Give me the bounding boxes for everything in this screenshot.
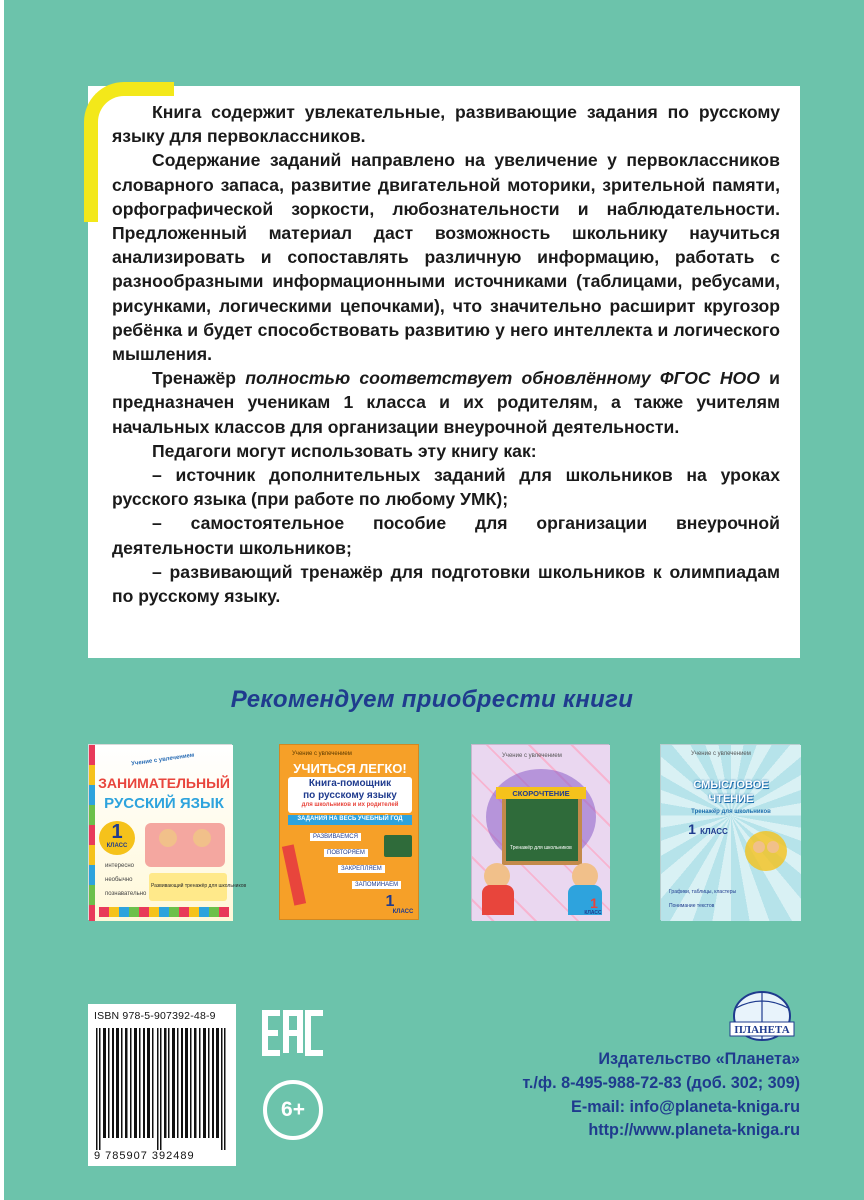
book-title-line2: ЧТЕНИЕ bbox=[708, 793, 754, 805]
book-step: ЗАКРЕПЛЯЕМ bbox=[338, 865, 385, 873]
publisher-name: Издательство «Планета» bbox=[598, 1050, 800, 1068]
publisher-website-link[interactable]: http://www.planeta-kniga.ru bbox=[588, 1121, 800, 1140]
book-cover-skorochtenie bbox=[471, 744, 609, 920]
book-grade-word: КЛАСС bbox=[584, 910, 602, 916]
description-paragraph-4: Педагоги могут использовать эту книгу как: bbox=[152, 440, 537, 461]
age-rating-badge: 6+ bbox=[263, 1080, 323, 1140]
book-step: ПОВТОРЯЕМ bbox=[324, 849, 368, 857]
book-series-label: Учение с увлечением bbox=[292, 751, 352, 757]
publisher-email[interactable]: E-mail: info@planeta-kniga.ru bbox=[571, 1097, 800, 1116]
eac-mark-icon bbox=[262, 1010, 326, 1056]
book-title-line1: СМЫСЛОВОЕ bbox=[693, 779, 769, 791]
fgos-emphasis: полностью соответствует обновлённому ФГОС НОО bbox=[245, 368, 760, 389]
book-title: УЧИТЬСЯ ЛЕГКО! bbox=[293, 761, 407, 776]
book-grade-word: КЛАСС bbox=[700, 827, 728, 836]
book-series-label: Учение с увлечением bbox=[130, 752, 195, 768]
book-grade-word: КЛАСС bbox=[392, 909, 414, 915]
book-feature: познавательно bbox=[105, 891, 147, 897]
recommend-heading: Рекомендуем приобрести книги bbox=[230, 686, 634, 713]
bullet-item: – самостоятельное пособие для организации внеурочной деятельности школьников; bbox=[112, 513, 780, 558]
book-series-label: Учение с увлечением bbox=[502, 753, 562, 759]
publisher-info bbox=[400, 1048, 800, 1143]
book-title-line2: РУССКИЙ ЯЗЫК bbox=[104, 795, 224, 812]
book-feature: Понимание текстов bbox=[669, 903, 715, 909]
publisher-logo-icon bbox=[722, 988, 802, 1048]
isbn-text: ISBN 978-5-907392-48-9 bbox=[94, 1010, 216, 1022]
barcode-number: 9 785907 392489 bbox=[94, 1150, 195, 1162]
book-cover-uchitsya-legko bbox=[279, 744, 419, 920]
description-paragraph-1: Книга содержит увлекательные, развивающие задания по русскому языку для первоклассников. bbox=[112, 102, 780, 147]
book-feature: необычно bbox=[105, 877, 133, 883]
book-step: РАЗВИВАЕМСЯ bbox=[310, 833, 361, 841]
bullet-item: – развивающий тренажёр для подготовки школьников к олимпиадам по русскому языку. bbox=[112, 561, 780, 607]
book-cover-zanimatelny bbox=[88, 744, 247, 920]
book-grade-number: 1 bbox=[590, 895, 598, 911]
book-title: СКОРОЧТЕНИЕ bbox=[512, 789, 570, 798]
description-paragraph-2: Содержание заданий направлено на увеличение у первоклассников словарного запаса, развитие двигательной моторики, зрительной памяти, орфографической зоркости, любознательности и наблюдательности. Предложенный материал даст возможность школьнику научиться анализировать и сопоставлять различную информацию, работать с разнообразными информационными источниками (таблицами, ребусами, рисунками, логическими цепочками), что значительно расширит кругозор ребёнка и будет способствовать развитию у него интеллекта и логического мышления. bbox=[112, 150, 780, 365]
book-feature: Графики, таблицы, кластеры bbox=[669, 889, 737, 895]
book-feature: Тренажёр для школьников bbox=[510, 845, 572, 851]
barcode-block bbox=[88, 1004, 236, 1166]
publisher-logo-text: ПЛАНЕТА bbox=[734, 1024, 790, 1036]
publisher-phone: т./ф. 8-495-988-72-83 (доб. 302; 309) bbox=[522, 1073, 800, 1092]
description-paragraph-3: Тренажёр полностью соответствует обновлённому ФГОС НОО и предназначен ученикам 1 класса и их родителям, а также учителям начальных классов для организации внеурочной деятельности. bbox=[112, 368, 780, 437]
description-text bbox=[112, 100, 780, 608]
book-step: ЗАПОМИНАЕМ bbox=[352, 881, 401, 889]
book-series-label: Учение с увлечением bbox=[691, 751, 751, 757]
book-subtitle: Тренажёр для школьников bbox=[691, 809, 771, 815]
book-band: ЗАДАНИЯ НА ВЕСЬ УЧЕБНЫЙ ГОД bbox=[297, 816, 403, 822]
book-grade-number: 1 bbox=[111, 821, 123, 843]
bullet-item: – источник дополнительных заданий для школьников на уроках русского языка (при работе по любому УМК); bbox=[112, 465, 780, 510]
book-feature: интересно bbox=[105, 863, 135, 869]
book-grade-word: КЛАСС bbox=[106, 843, 128, 849]
book-title-line1: ЗАНИМАТЕЛЬНЫЙ bbox=[98, 775, 230, 791]
book-cover-smyslovoe-chtenie bbox=[660, 744, 800, 920]
book-grade-number: 1 bbox=[385, 893, 395, 910]
book-subtitle-line1: Книга-помощник bbox=[308, 778, 392, 789]
book-subtitle: Развивающий тренажёр для школьников bbox=[151, 883, 247, 889]
barcode-bars bbox=[94, 1028, 230, 1150]
book-grade-number: 1 bbox=[688, 821, 696, 837]
book-subtitle-line3: для школьников и их родителей bbox=[301, 802, 399, 808]
book-subtitle-line2: по русскому языку bbox=[303, 790, 397, 801]
